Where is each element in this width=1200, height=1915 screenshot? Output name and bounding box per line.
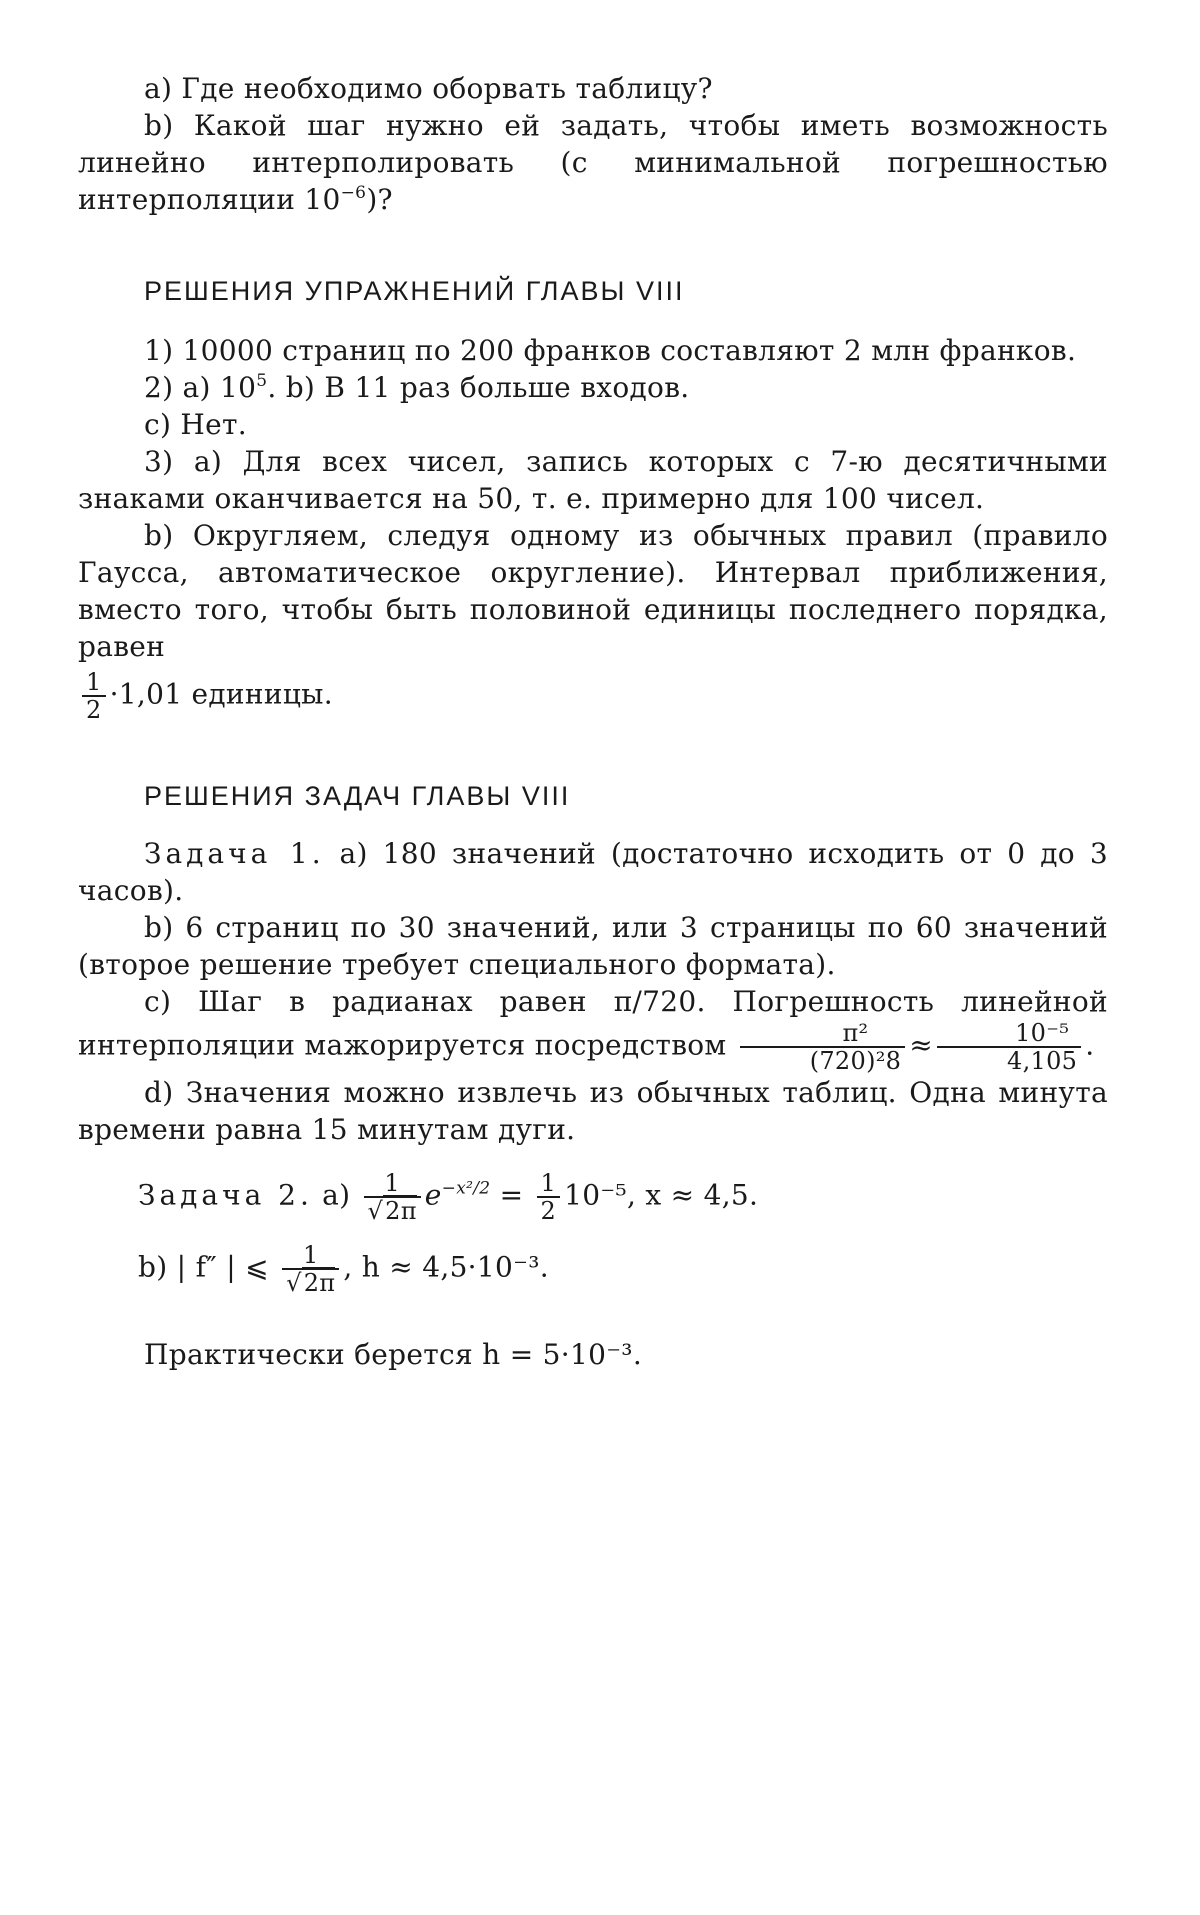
problem-1c [78, 983, 1108, 1074]
problem-1c-end: . [1085, 1028, 1095, 1062]
exercise-2 [78, 369, 1108, 406]
fraction-half-2 [537, 1170, 561, 1224]
exercise-3a: 3) a) Для всех чисел, запись которых с 7-ю десятичными знаками оканчивается на 50, т. е. примерно для 100 чисел. [78, 445, 1108, 515]
fraction-denominator: (720)²8 [740, 1046, 906, 1074]
exercise-3b-end [78, 669, 1108, 723]
fraction-numerator: 1 [86, 668, 102, 696]
sqrt-radicand: 2π [303, 1269, 336, 1297]
question-a: a) Где необходимо оборвать таблицу? [144, 72, 713, 105]
question-b-exponent: −6 [340, 183, 367, 203]
question-b [78, 107, 1108, 218]
fraction-denominator: √2π [364, 1196, 421, 1224]
fraction-half [82, 669, 106, 723]
fraction-inverse-sqrt-2 [282, 1242, 339, 1296]
fraction-error-bound [937, 1020, 1081, 1074]
problem-2a-pre: a) [322, 1178, 351, 1212]
exercise-2-pre: 2) a) 10 [144, 371, 257, 404]
problem-1a-text: a) 180 значений (достаточно исходить от 0 до 3 часов). [78, 837, 1108, 907]
sqrt-radicand: 2π [385, 1197, 417, 1225]
section-heading-exercises: РЕШЕНИЯ УПРАЖНЕНИЙ ГЛАВЫ VIII [144, 276, 685, 306]
exercise-2-exponent: 5 [256, 371, 268, 391]
problem-1-label: Задача 1. [144, 837, 325, 870]
problem-2b-pre: b) | f″ | ⩽ [138, 1250, 269, 1284]
fraction-denominator: √2π [282, 1268, 339, 1296]
fraction-pi-squared [740, 1020, 906, 1074]
problem-2a-rest: 10⁻⁵, x ≈ 4,5. [564, 1178, 759, 1212]
problem-1b: b) 6 страниц по 30 значений, или 3 страницы по 60 значений (второе решение требует специального формата). [78, 911, 1108, 981]
fraction-denominator: 4,105 [937, 1046, 1081, 1074]
exp-base: e [424, 1178, 442, 1212]
problem-1a [78, 835, 1108, 909]
problem-1c-text: c) Шаг в радианах равен π/720. Погрешность линейной интерполяции мажорируется посредством [78, 985, 1108, 1062]
exercise-3b-tail: ·1,01 единицы. [109, 677, 333, 711]
question-b-end: )? [366, 183, 393, 216]
fraction-numerator: 1 [540, 1169, 557, 1197]
exercise-2c: c) Нет. [144, 408, 247, 441]
fraction-numerator: 1 [302, 1241, 319, 1269]
exercise-2-post: . b) В 11 раз больше входов. [267, 371, 690, 404]
problem-2b [138, 1242, 1108, 1296]
problem-2-label: Задача 2. [138, 1178, 313, 1212]
section-heading-problems: РЕШЕНИЯ ЗАДАЧ ГЛАВЫ VIII [144, 781, 571, 811]
fraction-denominator: 2 [537, 1196, 561, 1224]
final-note: Практически берется h = 5·10⁻³. [144, 1338, 643, 1371]
question-b-text: b) Какой шаг нужно ей задать, чтобы иметь возможность линейно интерполировать (с минимальной погрешностью интерполяции 10 [78, 109, 1108, 216]
exercise-1: 1) 10000 страниц по 200 франков составляют 2 млн франков. [144, 334, 1077, 367]
document-page [78, 70, 1108, 1373]
approx-sign: ≈ [909, 1028, 933, 1062]
problem-2a [138, 1170, 1108, 1224]
equals-sign: = [499, 1178, 524, 1212]
fraction-numerator: 1 [384, 1169, 400, 1197]
fraction-denominator: 2 [82, 695, 106, 723]
fraction-inverse-sqrt [364, 1170, 421, 1224]
exp-exponent: −x²/2 [441, 1178, 491, 1199]
problem-1d: d) Значения можно извлечь из обычных таблиц. Одна минута времени равна 15 минутам дуги. [78, 1076, 1108, 1146]
exercise-3b: b) Округляем, следуя одному из обычных правил (правило Гаусса, автоматическое округление). Интервал приближения, вместо того, чтобы быть половиной единицы последнего порядка, равен [78, 519, 1108, 663]
fraction-numerator: π² [842, 1019, 869, 1047]
fraction-numerator: 10⁻⁵ [1015, 1019, 1070, 1047]
problem-2b-rest: , h ≈ 4,5·10⁻³. [343, 1250, 549, 1284]
